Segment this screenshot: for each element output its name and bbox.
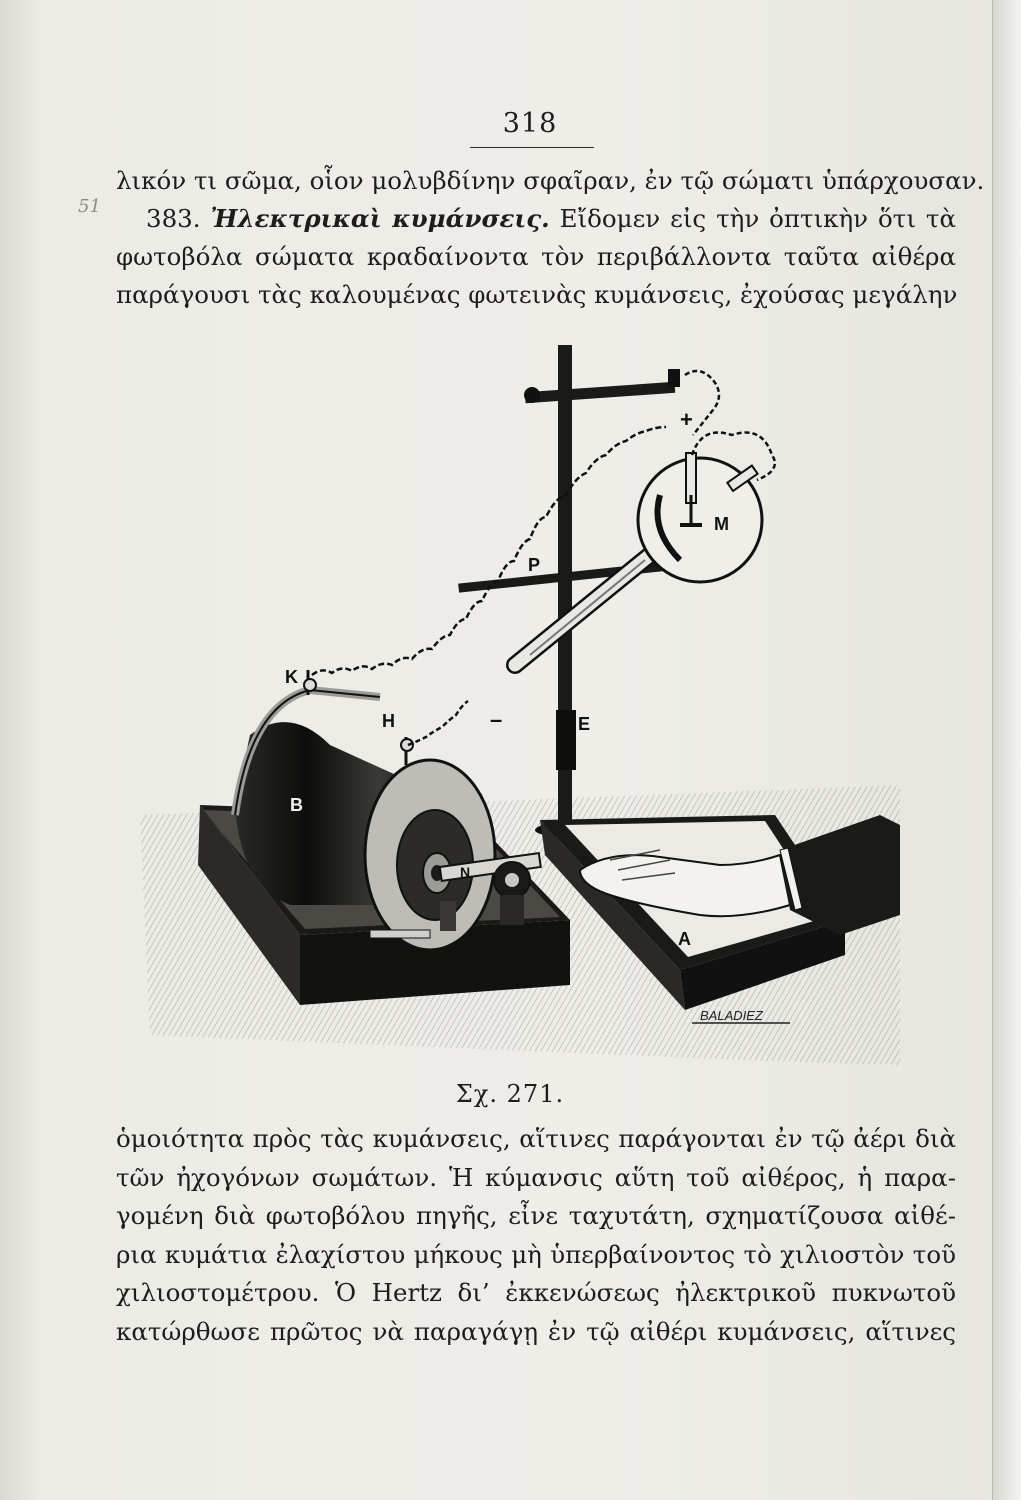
section-heading-line (116, 200, 956, 238)
text-line: παράγουσι τὰς καλουμένας φωτεινὰς κυμάνσεις, ἐχούσας μεγάλην (116, 280, 958, 309)
text-line: ρια κυμάτια ἐλαχίστου μήκους μὴ ὑπερβαίνοντος τὸ χιλιοστὸν τοῦ (116, 1239, 956, 1269)
label-p: P (528, 555, 541, 575)
section-title: Ἠλεκτρικαὶ κυμάνσεις. (210, 204, 550, 233)
label-e: E (578, 714, 591, 734)
spring-wire-positive (312, 427, 666, 675)
engraver-signature: BALADIEZ (700, 1008, 763, 1023)
page-number-rule (470, 147, 594, 148)
page-number: 318 (502, 108, 558, 139)
text-line: λικόν τι σῶμα, οἷον μολυβδίνην σφαῖραν, ἐν τῷ σώματι ὑπάρχουσαν. (116, 166, 985, 195)
section-text: Εἴδομεν εἰς τὴν ὀπτικὴν ὅτι τὰ (559, 204, 956, 233)
label-b: B (290, 795, 303, 815)
text-line: κατώρθωσε πρῶτος νὰ παραγάγῃ ἐν τῷ αἰθέρι κυμάνσεις, αἵτινες (116, 1316, 956, 1346)
section-number: 383. (146, 204, 201, 233)
label-h: H (382, 711, 395, 731)
label-m: M (714, 514, 729, 534)
top-paragraph (116, 162, 985, 314)
text-line: φωτοβόλα σώματα κραδαίνοντα τὸν περιβάλλοντα ταῦτα αἰθέρα (116, 242, 956, 271)
label-a: A (678, 929, 691, 949)
label-n: N (460, 864, 471, 880)
bottom-paragraph (116, 1120, 956, 1351)
induction-coil-illustration (140, 345, 900, 1075)
label-minus: – (490, 707, 503, 732)
label-plus: + (680, 407, 693, 432)
text-line: ὁμοιότητα πρὸς τὰς κυμάνσεις, αἵτινες παράγονται ἐν τῷ ἀέρι διὰ (116, 1124, 956, 1153)
page-edge (992, 0, 1021, 1500)
figure-caption: Σχ. 271. (455, 1080, 565, 1108)
text-line: χιλιοστομέτρου. Ὁ Hertz δι’ ἐκκενώσεως ἠλεκτρικοῦ πυκνωτοῦ (116, 1278, 956, 1307)
text-line: τῶν ἠχογόνων σωμάτων. Ἡ κύμανσις αὕτη τοῦ αἰθέρος, ἡ παρα- (116, 1162, 956, 1192)
label-k: K (285, 667, 298, 687)
spring-wire-negative (408, 701, 468, 745)
margin-pencil-note: 51 (78, 196, 101, 217)
text-line: γομένη διὰ φωτοβόλου πηγῆς, εἶνε ταχυτάτη, σχηματίζουσα αἰθέ- (116, 1201, 956, 1230)
